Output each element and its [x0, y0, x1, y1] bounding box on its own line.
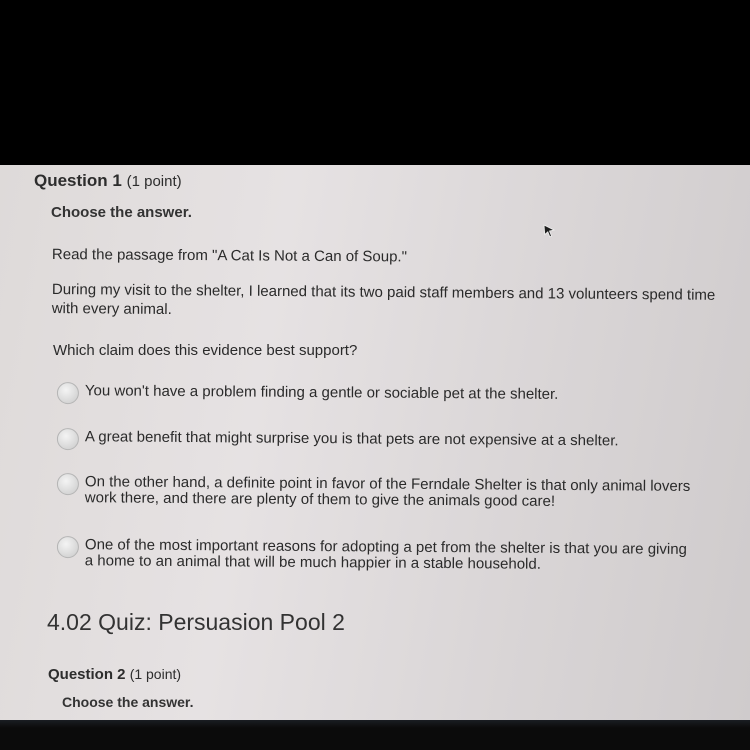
bezel-edge [0, 720, 750, 728]
question-1-heading [34, 171, 182, 191]
question-1-title: Question 1 [34, 171, 122, 190]
question-prompt: Which claim does this evidence best support? [53, 342, 358, 359]
passage-intro: Read the passage from "A Cat Is Not a Can of Soup." [51, 245, 408, 266]
answer-option-4[interactable] [57, 537, 697, 574]
answer-option-3[interactable] [57, 474, 697, 511]
answer-option-label: A great benefit that might surprise you is that pets are not expensive at a shelter. [84, 428, 619, 450]
answer-option-label: On the other hand, a definite point in favor of the Ferndale Shelter is that only animal lovers work there, and there are plenty of them to give the animals good care! [84, 473, 691, 510]
question-2-points: (1 point) [129, 666, 182, 682]
question-2-title: Question 2 [48, 666, 126, 683]
monitor-bezel-bottom [0, 720, 750, 750]
quiz-screen [0, 165, 750, 720]
question-1-instruction: Choose the answer. [51, 204, 192, 221]
radio-button-icon[interactable] [57, 428, 79, 450]
answer-option-label: One of the most important reasons for adopting a pet from the shelter is that you are giving a home to an animal that will be much happier in a stable household. [84, 536, 687, 573]
mouse-pointer-icon [542, 223, 556, 239]
question-2-instruction: Choose the answer. [62, 694, 194, 710]
radio-button-icon[interactable] [57, 536, 79, 558]
question-2-heading [48, 666, 181, 683]
answer-option-label: You won't have a problem finding a gentle or sociable pet at the shelter. [84, 382, 559, 403]
radio-button-icon[interactable] [57, 382, 79, 404]
question-1-points: (1 point) [126, 173, 182, 190]
radio-button-icon[interactable] [57, 473, 79, 495]
answer-option-2[interactable] [57, 429, 697, 455]
section-title: 4.02 Quiz: Persuasion Pool 2 [47, 609, 345, 635]
answer-option-1[interactable] [57, 383, 697, 409]
passage-excerpt: During my visit to the shelter, I learned that its two paid staff members and 13 volunteers spend time with every animal. [51, 280, 716, 319]
